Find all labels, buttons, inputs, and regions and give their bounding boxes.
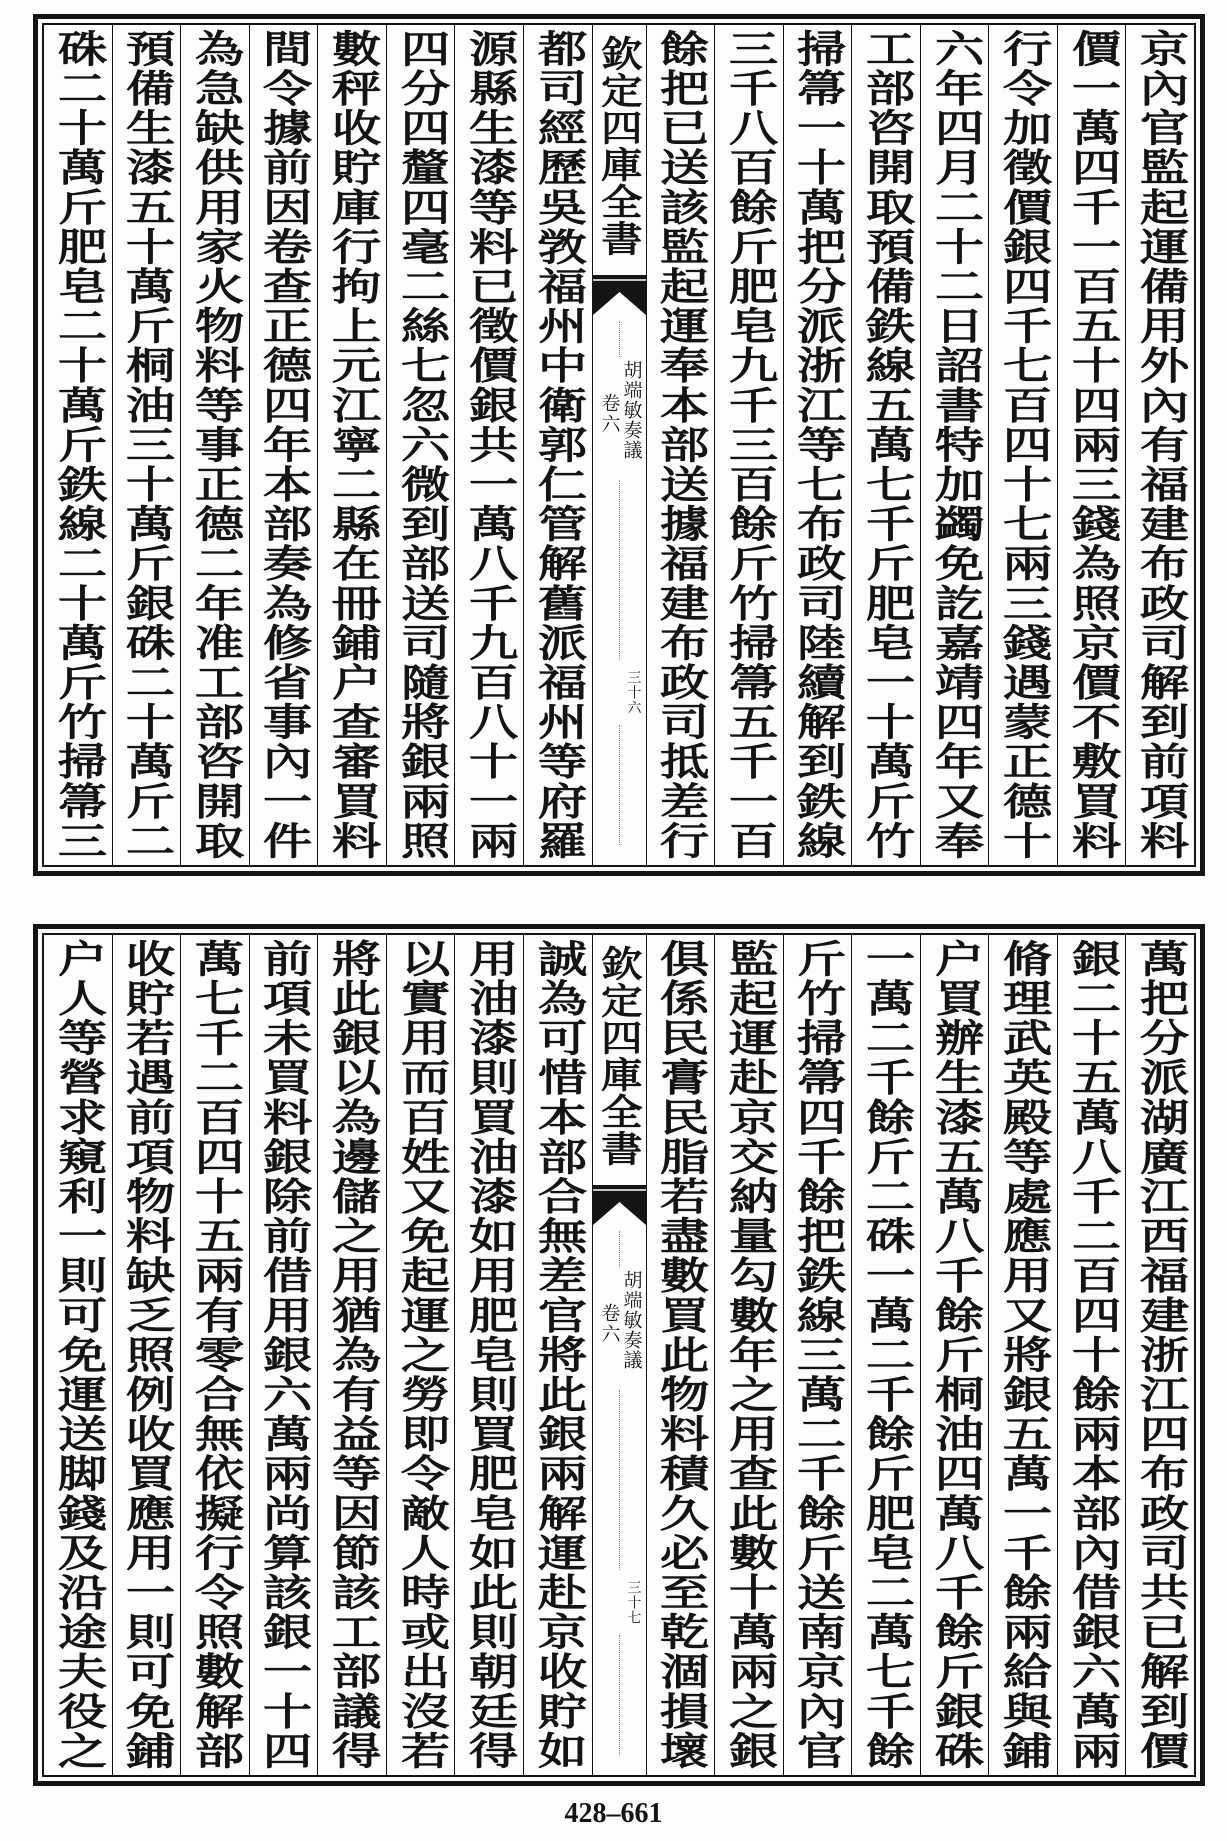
right-leaf-column-7 xyxy=(714,25,783,865)
column-text: 價一萬四千一百五十四兩三錢為照京價不敷買料 xyxy=(1063,29,1122,861)
right-leaf-column-4 xyxy=(920,25,989,865)
lower-folio-frame xyxy=(42,933,1196,1777)
right-leaf-column-5 xyxy=(851,935,920,1775)
left-leaf-column-7 xyxy=(112,25,181,865)
left-leaf-column-5 xyxy=(249,935,318,1775)
volume-label: 卷六 xyxy=(598,393,621,435)
column-text: 源縣生漆等料已徵價銀共一萬八千九百八十一兩 xyxy=(460,29,520,861)
column-text: 預備生漆五十萬斤桐油三十萬斤銀硃二十萬斤二 xyxy=(117,29,177,861)
folio-number: 三十七 xyxy=(625,1580,642,1625)
column-text: 斤竹掃箒四千餘把鉄線三萬二千餘斤送南京內官 xyxy=(788,939,848,1771)
column-text: 用油漆則買油漆如用肥皂則買肥皂如此則朝廷得 xyxy=(460,939,520,1771)
column-text: 京內官監起運備用外內有福建布政司解到前項料 xyxy=(1131,29,1191,861)
column-text: 銀二十五萬八千二百四十餘兩本部內借銀六萬兩 xyxy=(1063,939,1122,1771)
left-leaf-column-7 xyxy=(112,935,181,1775)
left-leaf-column-8 xyxy=(44,25,112,865)
fishtail-ornament xyxy=(593,1185,646,1225)
column-text: 以實用而百姓又免起運之勞即令敵人時或出沒若 xyxy=(391,939,451,1771)
volume-label: 卷六 xyxy=(598,1303,621,1345)
column-text: 俱係民膏民脂若盡數買此物料積久必至乾涸損壞 xyxy=(651,939,711,1771)
column-text: 萬七千二百四十五兩有零合無依擬行令照數解部 xyxy=(186,939,245,1771)
dotted-rule xyxy=(619,480,620,660)
book-title: 胡端敏奏議 xyxy=(620,1270,643,1370)
column-text: 一萬二千餘斤二硃一萬二千餘斤肥皂二萬七千餘 xyxy=(857,939,916,1771)
right-leaf-column-4 xyxy=(920,935,989,1775)
left-leaf-column-8 xyxy=(44,935,112,1775)
left-leaf-column-1 xyxy=(523,25,592,865)
column-text: 户人等營求窺利一則可免運送脚錢及沿途夫役之 xyxy=(49,939,108,1771)
dotted-rule xyxy=(619,725,620,845)
column-text: 行令加徵價銀四千七百四十七兩三錢遇蒙正德十 xyxy=(994,29,1053,861)
column-text: 收貯若遇前項物料缺乏照例收買應用一則可免鋪 xyxy=(117,939,177,1771)
left-leaf-column-6 xyxy=(180,25,249,865)
column-text: 四分四釐四毫二絲七忽六微到部送司隨將銀兩照 xyxy=(391,29,451,861)
right-leaf-column-2 xyxy=(1057,935,1126,1775)
right-leaf-column-8 xyxy=(646,25,715,865)
left-leaf-column-2 xyxy=(454,25,523,865)
left-leaf-column-1 xyxy=(523,935,592,1775)
column-text: 餘把已送該監起運奉本部送據福建布政司抵差行 xyxy=(651,29,711,861)
center-fold xyxy=(592,935,646,1775)
dotted-rule xyxy=(619,1635,620,1755)
right-leaf-column-1 xyxy=(1125,25,1194,865)
column-text: 數秤收貯庫行拘上元江寧二縣在冊鋪户查審買料 xyxy=(323,29,382,861)
dotted-rule xyxy=(619,321,620,357)
column-text: 工部咨開取預備鉄線五萬七千斤肥皂一十萬斤竹 xyxy=(857,29,916,861)
right-leaf-column-2 xyxy=(1057,25,1126,865)
left-leaf-column-5 xyxy=(249,25,318,865)
right-leaf-column-8 xyxy=(646,935,715,1775)
column-text: 萬把分派湖廣江西福建浙江四布政司共已解到價 xyxy=(1131,939,1191,1771)
center-fold xyxy=(592,25,646,865)
left-leaf-column-3 xyxy=(386,25,455,865)
right-leaf-column-6 xyxy=(783,25,852,865)
book-title: 胡端敏奏議 xyxy=(620,360,643,460)
upper-folio-frame xyxy=(42,23,1196,867)
left-leaf-column-3 xyxy=(386,935,455,1775)
right-leaf-column-5 xyxy=(851,25,920,865)
left-leaf-column-4 xyxy=(317,935,386,1775)
right-leaf-column-7 xyxy=(714,935,783,1775)
left-leaf-column-2 xyxy=(454,935,523,1775)
left-leaf-column-4 xyxy=(317,25,386,865)
column-text: 掃箒一十萬把分派浙江等七布政司陸續解到鉄線 xyxy=(788,29,848,861)
right-leaf-column-3 xyxy=(988,25,1057,865)
column-text: 誠為可惜本部合無差官將此銀兩解運赴京收貯如 xyxy=(529,939,588,1771)
column-text: 六年四月二十二日詔書特加蠲免訖嘉靖四年又奉 xyxy=(925,29,985,861)
column-text: 都司經歷吳敩福州中衛郭仁管解舊派福州等府羅 xyxy=(529,29,588,861)
right-leaf-column-1 xyxy=(1125,935,1194,1775)
column-text: 脩理武英殿等處應用又將銀五萬一千餘兩給與鋪 xyxy=(994,939,1053,1771)
fishtail-ornament xyxy=(593,275,646,315)
folio-number: 三十六 xyxy=(625,670,642,715)
collection-title: 欽定四庫全書 xyxy=(594,35,644,257)
upper-folio xyxy=(33,14,1205,876)
lower-folio xyxy=(33,924,1205,1786)
dotted-rule xyxy=(619,1231,620,1267)
column-text: 三千八百餘斤肥皂九千三百餘斤竹掃箒五千一百 xyxy=(720,29,779,861)
collection-title: 欽定四庫全書 xyxy=(594,945,644,1167)
column-text: 前項未買料銀除前借用銀六萬兩尚算該銀一十四 xyxy=(254,939,314,1771)
column-text: 為急缺供用家火物料等事正德二年准工部咨開取 xyxy=(186,29,245,861)
column-text: 户買辦生漆五萬八千餘斤桐油四萬八千餘斤銀硃 xyxy=(925,939,985,1771)
column-text: 將此銀以為邊儲之用猶為有益等因節該工部議得 xyxy=(323,939,382,1771)
page-number: 428–661 xyxy=(564,1798,663,1829)
right-leaf-column-3 xyxy=(988,935,1057,1775)
dotted-rule xyxy=(619,1390,620,1570)
column-text: 監起運赴京交納量勾數年之用查此數十萬兩之銀 xyxy=(720,939,779,1771)
column-text: 間令據前因卷查正德四年本部奏為修省事內一件 xyxy=(254,29,314,861)
left-leaf-column-6 xyxy=(180,935,249,1775)
column-text: 硃二十萬斤肥皂二十萬斤鉄線二十萬斤竹掃箒三 xyxy=(49,29,108,861)
right-leaf-column-6 xyxy=(783,935,852,1775)
